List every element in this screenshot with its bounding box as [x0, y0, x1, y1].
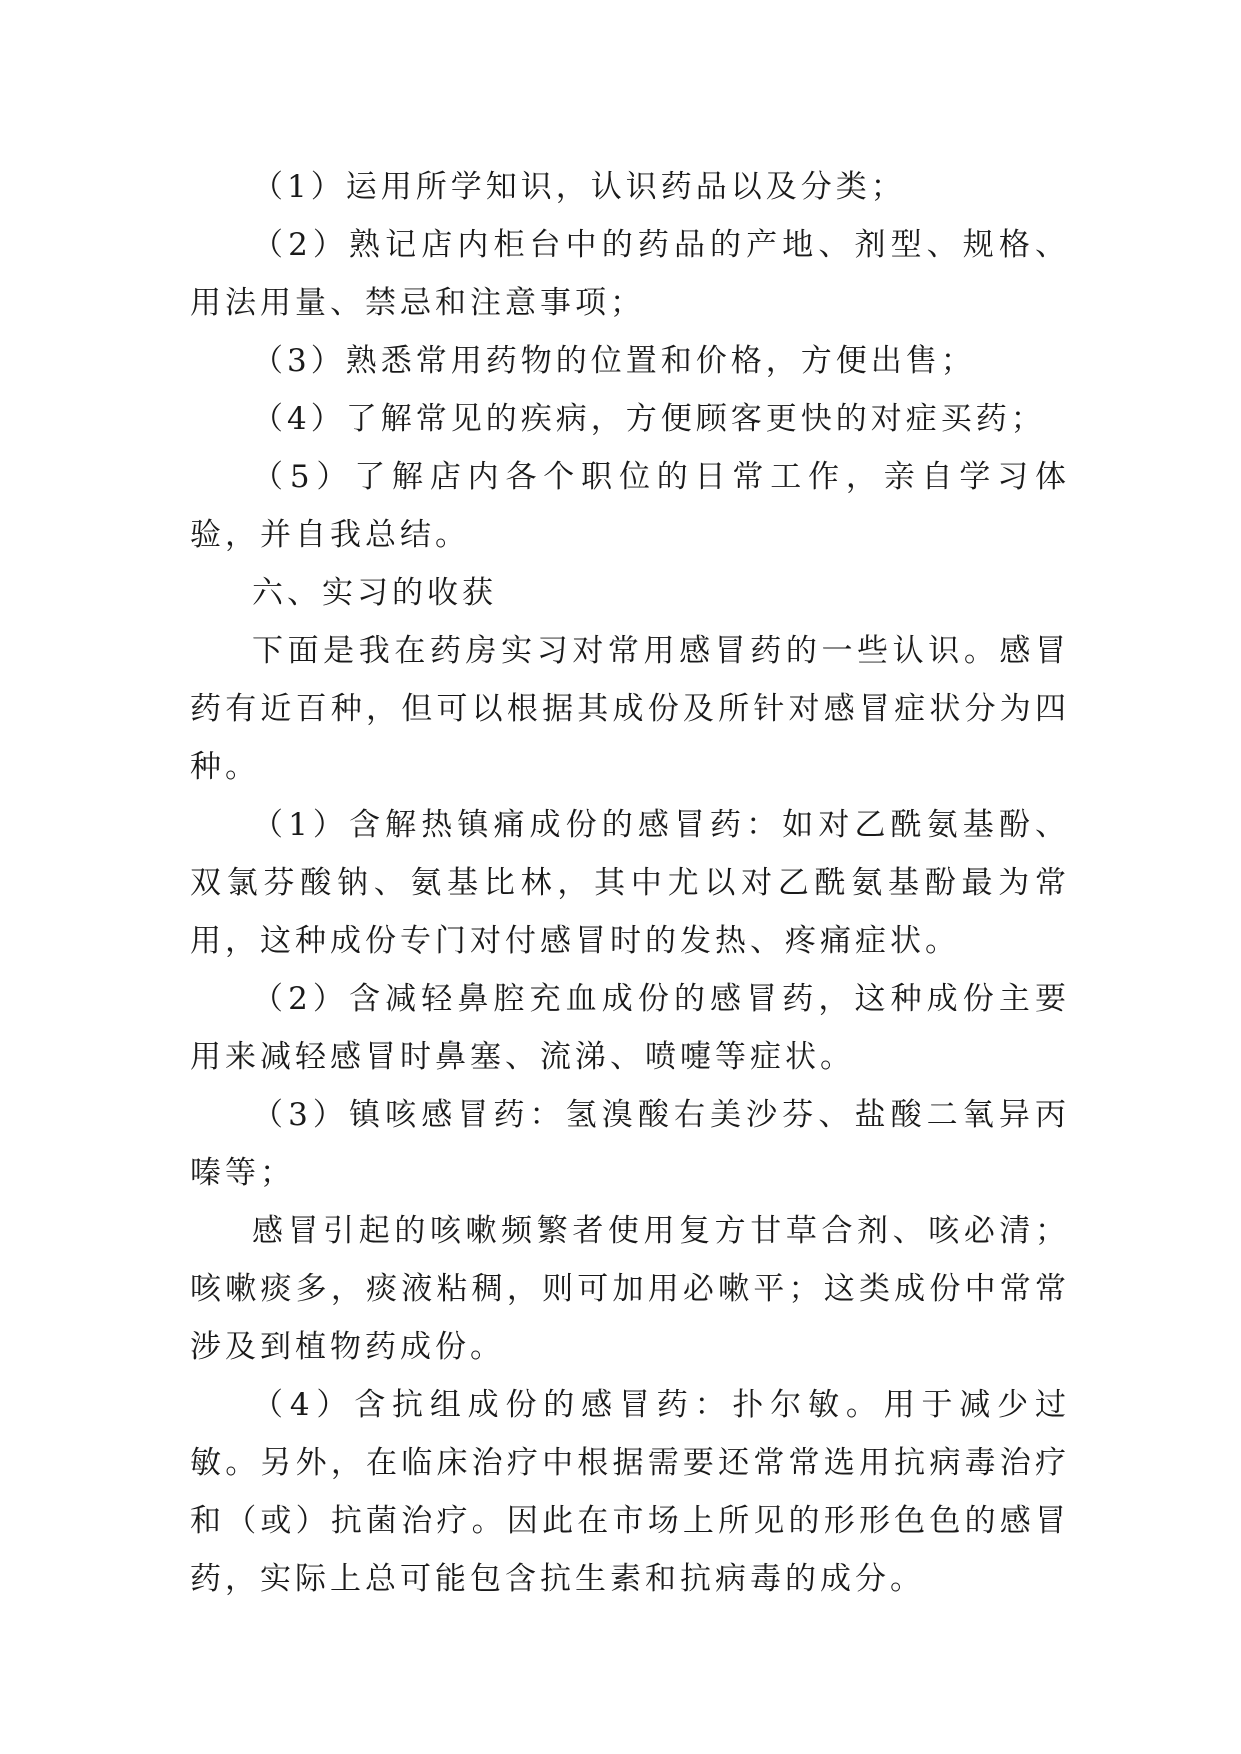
- document-page: [190, 158, 1070, 1608]
- paragraph-item-3: （3）熟悉常用药物的位置和价格，方便出售；: [252, 343, 976, 379]
- paragraph-type-3: （3）镇咳感冒药：氢溴酸右美沙芬、盐酸二氧异丙嗪等；: [190, 1097, 1070, 1191]
- paragraph-item-4: （4）了解常见的疾病，方便顾客更快的对症买药；: [252, 401, 1046, 437]
- paragraph-item-2: （2）熟记店内柜台中的药品的产地、剂型、规格、用法用量、禁忌和注意事项；: [190, 227, 1070, 321]
- paragraph-cough: 感冒引起的咳嗽频繁者使用复方甘草合剂、咳必清；咳嗽痰多，痰液粘稠，则可加用必嗽平；这类成份中常常涉及到植物药成份。: [190, 1213, 1070, 1365]
- section-heading: 六、实习的收获: [252, 575, 497, 611]
- paragraph-type-4: （4）含抗组成份的感冒药：扑尔敏。用于减少过敏。另外，在临床治疗中根据需要还常常选用抗病毒治疗和（或）抗菌治疗。因此在市场上所见的形形色色的感冒药，实际上总可能包含抗生素和抗病毒的成分。: [190, 1387, 1070, 1597]
- paragraph-item-5: （5）了解店内各个职位的日常工作，亲自学习体验，并自我总结。: [190, 459, 1070, 553]
- paragraph-type-2: （2）含减轻鼻腔充血成份的感冒药，这种成份主要用来减轻感冒时鼻塞、流涕、喷嚏等症状。: [190, 981, 1070, 1075]
- paragraph-intro: 下面是我在药房实习对常用感冒药的一些认识。感冒药有近百种，但可以根据其成份及所针对感冒症状分为四种。: [190, 633, 1070, 785]
- paragraph-item-1: （1）运用所学知识，认识药品以及分类；: [252, 169, 906, 205]
- paragraph-type-1: （1）含解热镇痛成份的感冒药：如对乙酰氨基酚、双氯芬酸钠、氨基比林，其中尤以对乙酰氨基酚最为常用，这种成份专门对付感冒时的发热、疼痛症状。: [190, 807, 1070, 959]
